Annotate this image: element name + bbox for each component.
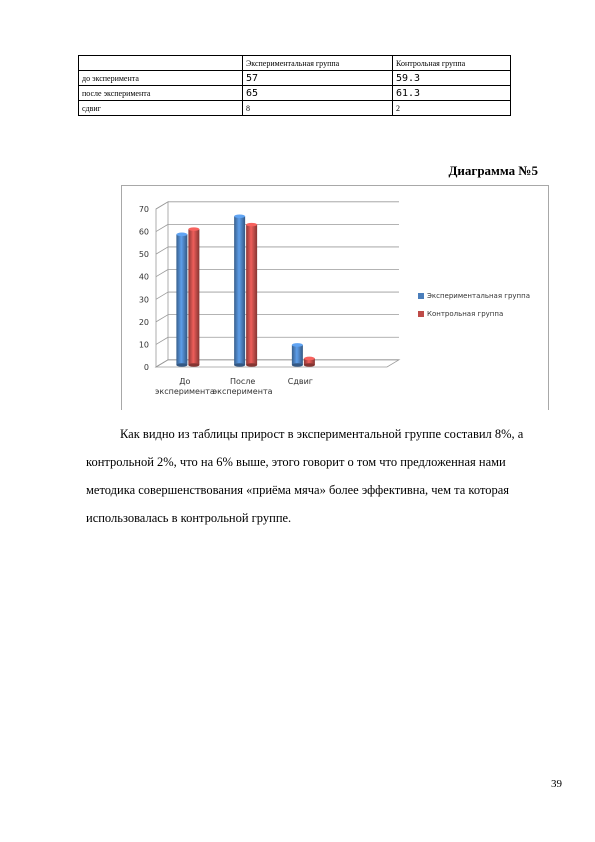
table-header-row: [79, 56, 511, 71]
bar-top: [304, 357, 315, 361]
bar-base: [304, 363, 315, 367]
cell-value: 8: [243, 101, 393, 116]
bar-base: [176, 363, 187, 367]
y-tick-label: 60: [138, 227, 149, 237]
header-cell-empty: [79, 56, 243, 71]
cell-value: 2: [393, 101, 511, 116]
bar-top: [292, 343, 303, 347]
table-row: [79, 101, 511, 116]
bar-base: [246, 363, 257, 367]
gridline-diagonal: [156, 202, 168, 209]
row-label: до эксперимента: [79, 71, 243, 86]
y-tick-label: 30: [138, 295, 149, 305]
conclusion-paragraph: [86, 420, 570, 532]
gridline-diagonal: [156, 270, 168, 277]
gridline-diagonal: [156, 292, 168, 299]
y-tick-label: 0: [143, 363, 149, 372]
bar-base: [188, 363, 199, 367]
bar-top: [246, 223, 257, 227]
paragraph-line: контрольной 2%, что на 6% выше, этого говорит о том что предложенная нами: [86, 455, 506, 469]
table-row: [79, 86, 511, 101]
gridline-diagonal: [156, 247, 168, 254]
cell-value: 61.3: [393, 86, 511, 101]
gridline-diagonal: [156, 360, 168, 367]
legend-item: [418, 305, 530, 323]
bar: [292, 345, 303, 365]
bar: [246, 225, 257, 365]
row-label: сдвиг: [79, 101, 243, 116]
bar-chart: [121, 185, 549, 410]
bar-top: [176, 233, 187, 237]
gridline-diagonal: [156, 315, 168, 322]
chart-legend: [418, 287, 530, 323]
cell-value: 57: [243, 71, 393, 86]
x-tick-label: До: [179, 377, 191, 386]
x-tick-label: эксперимента: [154, 387, 215, 396]
cell-value: 65: [243, 86, 393, 101]
legend-label: Экспериментальная группа: [427, 292, 530, 300]
diagram-title: Диаграмма №5: [448, 163, 538, 178]
header-cell-experimental: Экспериментальная группа: [243, 56, 393, 71]
x-tick-label: эксперимента: [212, 387, 273, 396]
legend-item: [418, 287, 530, 305]
cell-value: 59.3: [393, 71, 511, 86]
y-tick-label: 40: [138, 272, 149, 282]
bar-base: [292, 363, 303, 367]
bar: [176, 234, 187, 365]
gridline-diagonal: [156, 224, 168, 231]
bar-top: [234, 214, 245, 218]
row-label: после эксперимента: [79, 86, 243, 101]
header-cell-control: Контрольная группа: [393, 56, 511, 71]
paragraph-line: Как видно из таблицы прирост в экспериментальной группе составил 8%, а: [120, 427, 524, 441]
legend-label: Контрольная группа: [427, 310, 504, 318]
chart-side-wall: [156, 202, 168, 367]
x-tick-label: После: [229, 377, 256, 386]
paragraph-line: методика совершенствования «приёма мяча» более эффективна, чем та которая: [86, 483, 510, 497]
bar-base: [234, 363, 245, 367]
y-tick-label: 50: [138, 250, 149, 260]
page-number: 39: [551, 778, 562, 790]
legend-swatch-control: [418, 311, 424, 317]
bar: [188, 229, 199, 365]
y-tick-label: 70: [138, 205, 149, 214]
table-row: [79, 71, 511, 86]
legend-swatch-experimental: [418, 293, 424, 299]
paragraph-line: использовалась в контрольной группе.: [86, 511, 292, 525]
x-tick-label: Сдвиг: [287, 377, 313, 386]
y-tick-label: 10: [138, 340, 149, 350]
bar-top: [188, 227, 199, 231]
gridline-diagonal: [156, 337, 168, 344]
results-table: [78, 55, 511, 116]
bar: [234, 216, 245, 365]
y-tick-label: 20: [138, 317, 149, 327]
